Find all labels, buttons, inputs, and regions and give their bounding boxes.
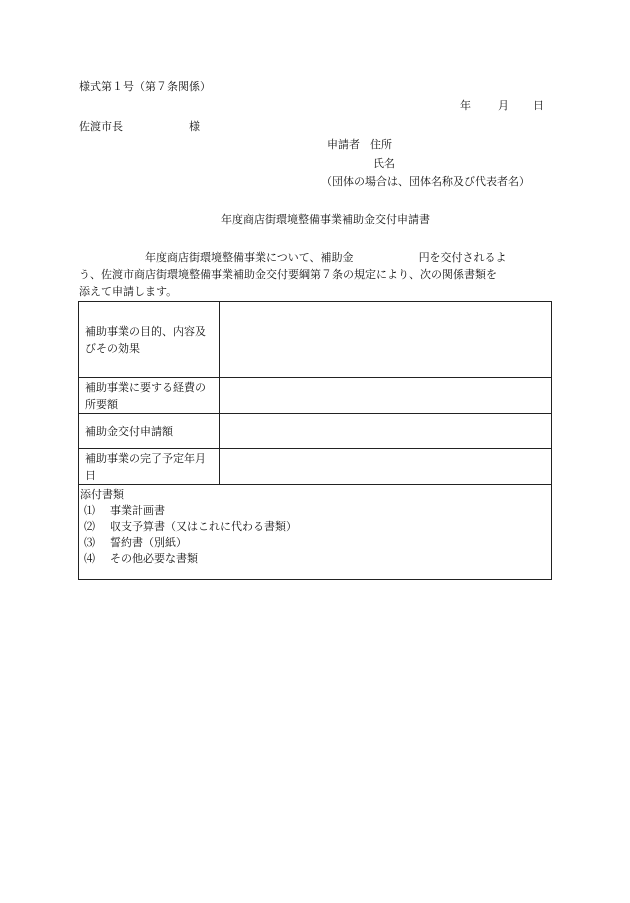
row-label-cost: 補助事業に要する経費の所要額 bbox=[79, 378, 220, 414]
body-paragraph bbox=[79, 249, 551, 300]
row-value-cost bbox=[220, 378, 552, 414]
attachments-cell bbox=[79, 485, 552, 580]
row-label-purpose: 補助事業の目的、内容及びその効果 bbox=[79, 302, 220, 378]
attachment-item: ⑶ 誓約書（別紙） bbox=[84, 536, 187, 549]
date-day-label: 日 bbox=[533, 99, 544, 112]
body-line-2: う、佐渡市商店街環境整備事業補助金交付要綱第７条の規定により、次の関係書類を bbox=[79, 268, 497, 281]
row-value-completion-date bbox=[220, 449, 552, 485]
date-year-label: 年 bbox=[460, 99, 471, 112]
attachment-item: ⑵ 収支予算書（又はこれに代わる書類） bbox=[84, 520, 297, 533]
row-label-amount: 補助金交付申請額 bbox=[79, 414, 220, 449]
table-row bbox=[79, 485, 552, 580]
addressee bbox=[79, 120, 200, 134]
table-row bbox=[79, 302, 552, 378]
row-value-amount bbox=[220, 414, 552, 449]
attachment-item: ⑴ 事業計画書 bbox=[84, 504, 165, 517]
body-line-3: 添えて申請します。 bbox=[79, 285, 178, 298]
applicant-address-row bbox=[327, 138, 392, 152]
document-title: 年度商店街環境整備事業補助金交付申請書 bbox=[221, 213, 430, 226]
addressee-name: 佐渡市長 bbox=[79, 120, 123, 133]
date-month-label: 月 bbox=[498, 99, 509, 112]
table-row bbox=[79, 378, 552, 414]
attachment-item: ⑷ その他必要な書類 bbox=[84, 552, 198, 565]
row-value-purpose bbox=[220, 302, 552, 378]
date-line bbox=[460, 99, 544, 113]
application-table bbox=[78, 301, 552, 580]
body-line-1 bbox=[79, 249, 551, 266]
applicant-label: 申請者 bbox=[327, 138, 360, 151]
applicant-address-label: 住所 bbox=[370, 138, 392, 151]
body-line-1b: 円を交付されるよ bbox=[418, 251, 507, 264]
table-row bbox=[79, 414, 552, 449]
row-label-completion-date: 補助事業の完了予定年月日 bbox=[79, 449, 220, 485]
attachments-title: 添付書類 bbox=[80, 488, 124, 501]
applicant-note: （団体の場合は、団体名称及び代表者名） bbox=[321, 175, 530, 188]
body-line-1a: 年度商店街環境整備事業について、補助金 bbox=[145, 251, 354, 264]
applicant-name-label: 氏名 bbox=[373, 157, 395, 170]
form-number: 様式第１号（第７条関係） bbox=[79, 80, 211, 93]
addressee-honorific: 様 bbox=[189, 120, 200, 133]
table-row bbox=[79, 449, 552, 485]
